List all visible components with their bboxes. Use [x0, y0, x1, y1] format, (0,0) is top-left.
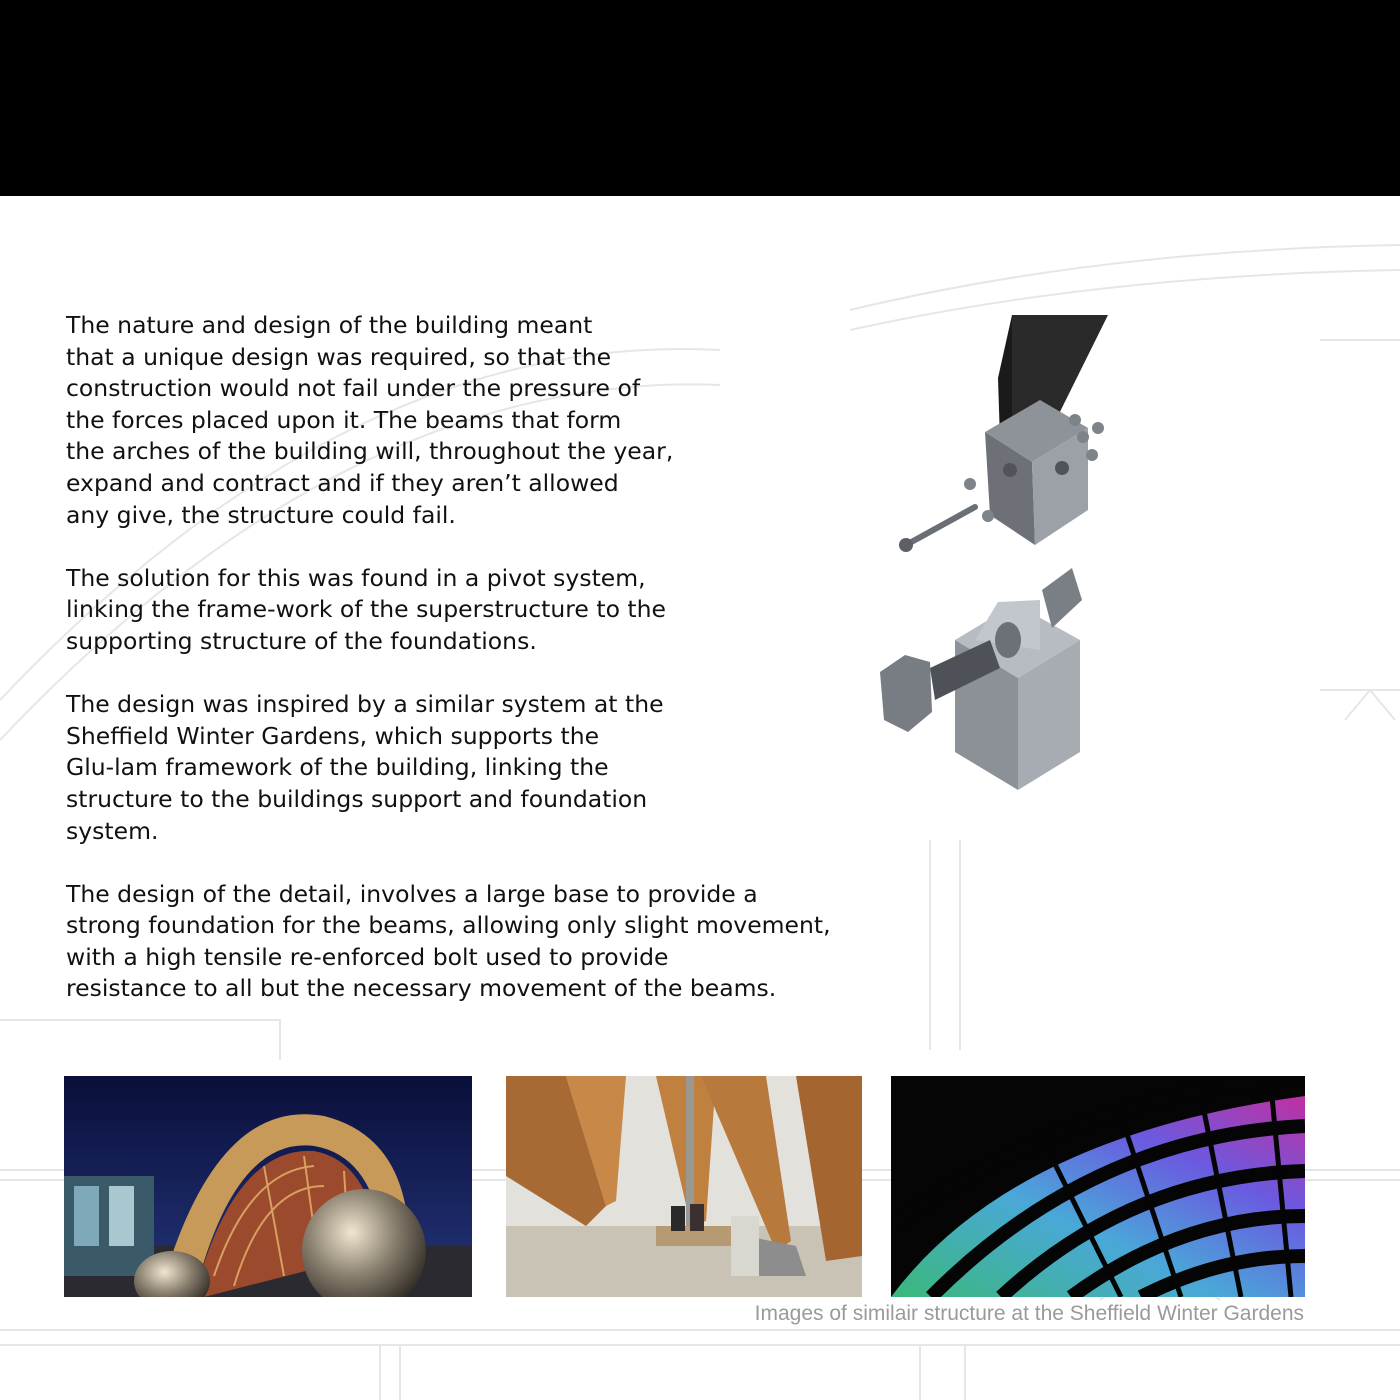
- gallery-caption: Images of similair structure at the Sheffield Winter Gardens: [754, 1302, 1304, 1325]
- gallery-photo-1: [64, 1076, 472, 1297]
- body-text: [66, 310, 896, 1037]
- paragraph-4: The design of the detail, involves a large base to provide a strong foundation for the beams, allowing only slight movement, with a high tensile re-enforced bolt used to provide resistance to all but the necessary movement of the beams.: [66, 879, 831, 1003]
- paragraph-2: The solution for this was found in a pivot system, linking the frame-work of the superstructure to the supporting structure of the foundations.: [66, 563, 666, 655]
- glass-roof-arches-photo: [891, 1076, 1305, 1297]
- winter-garden-exterior-night-photo: [64, 1076, 472, 1297]
- gallery-photo-3: [891, 1076, 1305, 1297]
- gallery-photo-2: [506, 1076, 862, 1297]
- paragraph-1: The nature and design of the building meant that a unique design was required, so that the construction would not fail under the pressure of the forces placed upon it. The beams that form the arches of the building will, throughout the year, expand and contract and if they aren’t allowed any give, the structure could fail.: [66, 311, 674, 529]
- header-bar: [0, 0, 1400, 196]
- pivot-joint-exploded-diagram: [860, 300, 1120, 800]
- paragraph-3: The design was inspired by a similar system at the Sheffield Winter Gardens, which supports the Glu-lam framework of the building, linking the structure to the buildings support and foundation system.: [66, 690, 664, 845]
- glulam-arch-interior-photo: [506, 1076, 862, 1297]
